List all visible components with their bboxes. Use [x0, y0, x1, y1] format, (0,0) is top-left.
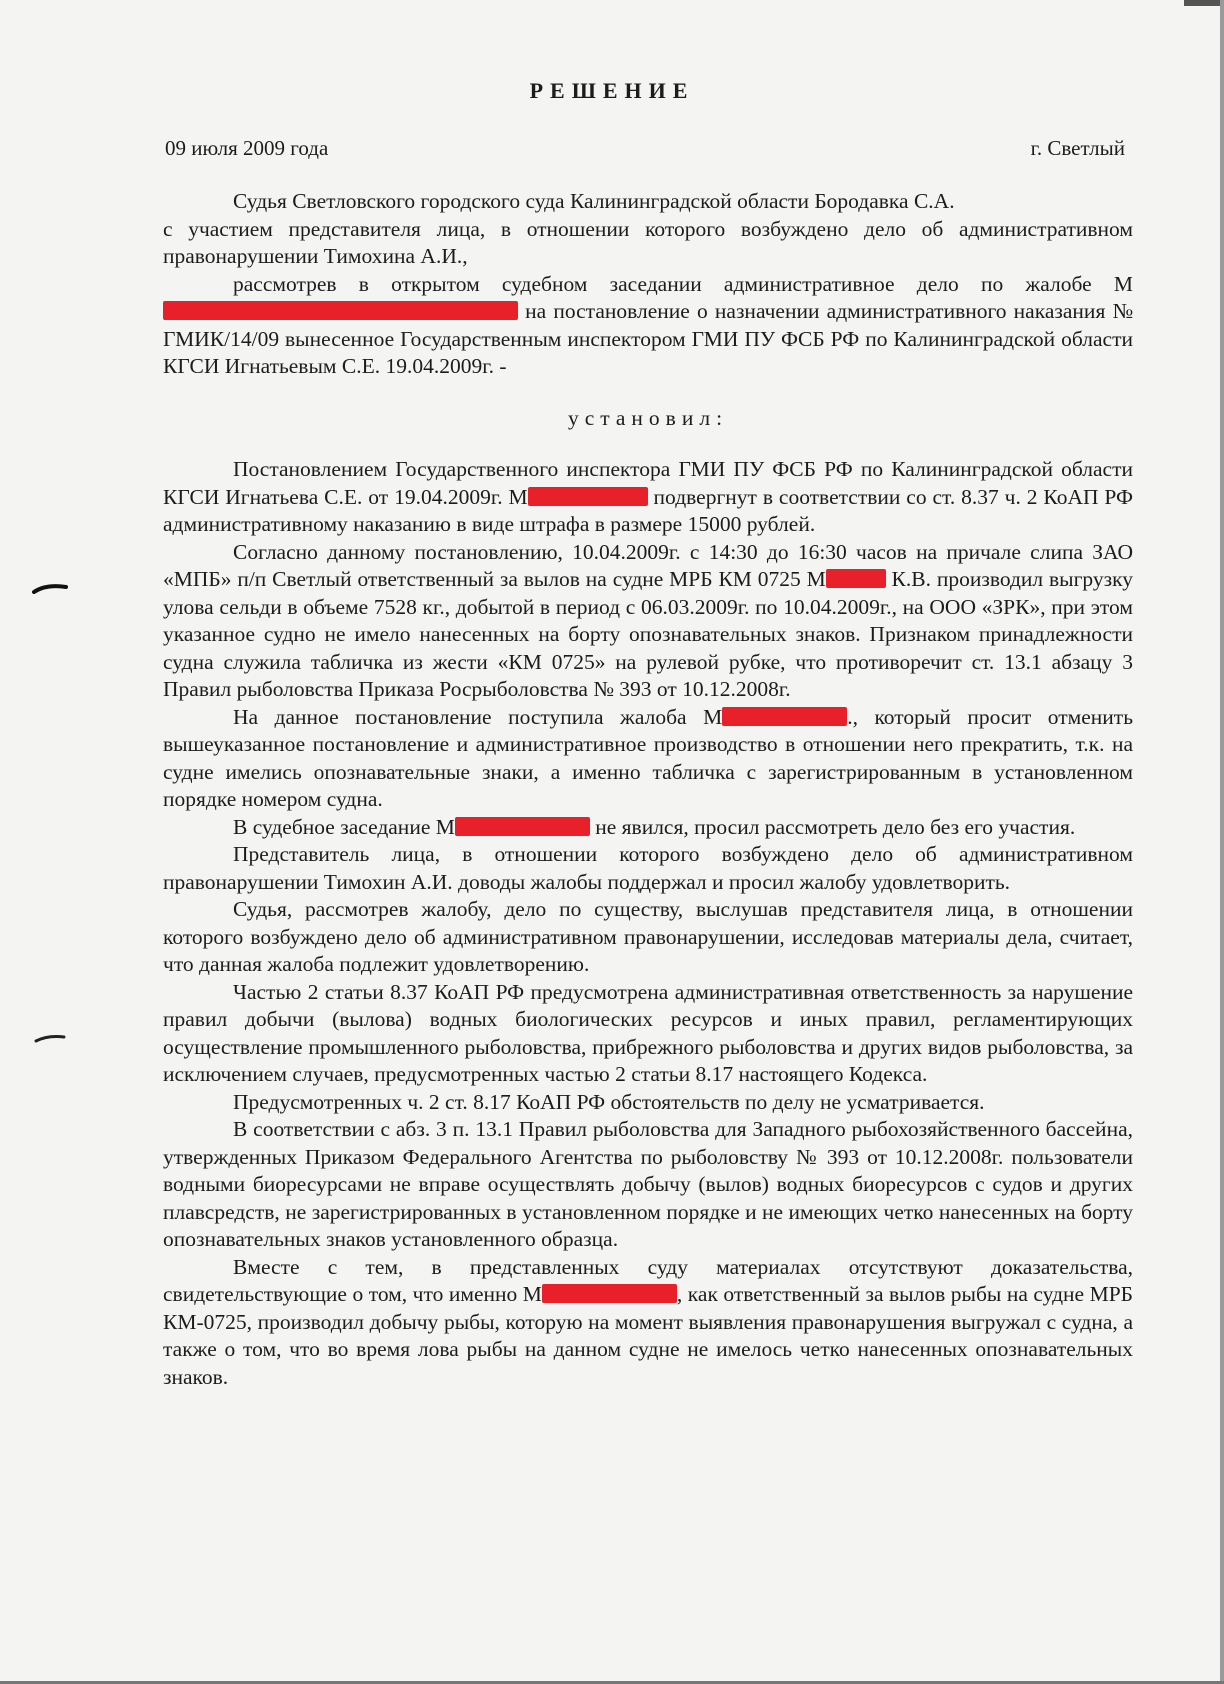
paragraph-4: [163, 814, 1133, 842]
established-heading: установил:: [567, 405, 729, 430]
paragraph-2: [163, 539, 1133, 704]
redaction-bar: [455, 817, 590, 836]
paragraph-3-pre: На данное постановление поступила жалоба М: [233, 704, 723, 729]
document-title: РЕШЕНИЕ: [529, 78, 695, 103]
intro-judge: Судья Светловского городского суда Калининградской области Бородавка С.А.: [233, 189, 955, 213]
paragraph-3: [163, 704, 1133, 814]
paragraph-1: [163, 456, 1133, 539]
binder-hole-mark-lower: [32, 1034, 68, 1041]
paragraph-2-pre: Согласно данному постановлению, 10.04.2009г. с 14:30 до 16:30 часов на причале слипа ЗАО «МПБ» п/п Светлый ответственный за вылов на судне МРБ КМ 0725 М: [163, 539, 1133, 591]
redaction-bar: [163, 301, 518, 320]
paragraph-4-pre: В судебное заседание М: [233, 814, 455, 839]
paragraph-7: Частью 2 статьи 8.37 КоАП РФ предусмотрена административная ответственность за нарушение правил добычи (вылова) водных биологических ресурсов и иных правил, регламентирующих осуществление промышленного рыболовства, прибрежного рыболовства и других видов рыболовства, за исключением случаев, предусмотренных частью 2 статьи 8.17 настоящего Кодекса.: [163, 979, 1133, 1086]
intro-considering: [163, 271, 1133, 381]
paragraph-8: Предусмотренных ч. 2 ст. 8.17 КоАП РФ обстоятельств по делу не усматривается.: [233, 1089, 985, 1114]
decision-city: г. Светлый: [1030, 136, 1125, 160]
paragraph-3-post: ., который просит отменить вышеуказанное постановление и административное производство в отношении него прекратить, т.к. на судне имелись опознавательные знаки, а именно табличка с зарегистрированным в установленном порядке номером судна.: [163, 704, 1134, 811]
intro-considering-pre: рассмотрев в открытом судебном заседании административное дело по жалобе М: [233, 271, 1133, 296]
redaction-bar: [826, 569, 886, 588]
redaction-bar: [542, 1284, 677, 1303]
intro-participation: с участием представителя лица, в отношении которого возбуждено дело об административном правонарушении Тимохина А.И.,: [163, 216, 1133, 268]
paragraph-9: В соответствии с абз. 3 п. 13.1 Правил рыболовства для Западного рыбохозяйственного бассейна, утвержденных Приказом Федерального Агентства по рыболовству № 393 от 10.12.2008г. пользователи водными биоресурсами не вправе осуществлять добычу (вылов) водных биоресурсов с судов и других плавсредств, не зарегистрированных в установленном порядке и не имеющих четко нанесенных на борту опознавательных знаков установленного образца.: [163, 1117, 1133, 1251]
paragraph-10-post: , как ответственный за вылов рыбы на судне МРБ КМ-0725, производил добычу рыбы, которую на момент выявления правонарушения выгружал с судна, а также о том, что во время лова рыбы на данном судне не имелось четко нанесенных опознавательных знаков.: [163, 1282, 1133, 1389]
paragraph-4-post: не явился, просил рассмотреть дело без его участия.: [589, 814, 1076, 839]
decision-date: 09 июля 2009 года: [165, 136, 329, 160]
paragraph-1-post: подвергнут в соответствии со ст. 8.37 ч. 2 КоАП РФ административному наказанию в виде штрафа в размере 15000 рублей.: [163, 484, 1133, 536]
redaction-bar: [722, 707, 847, 726]
scan-edge-right: [1220, 0, 1224, 1684]
paragraph-10: [163, 1254, 1133, 1392]
document-body: [163, 188, 1133, 1391]
binder-hole-mark-upper: [32, 584, 68, 591]
paragraph-10-pre: Вместе с тем, в представленных суду материалах отсутствуют доказательства, свидетельствующие о том, что именно М: [163, 1254, 1133, 1306]
date-city-line: [165, 136, 1125, 161]
paragraph-1-pre: Постановлением Государственного инспектора ГМИ ПУ ФСБ РФ по Калининградской области КГСИ Игнатьева С.Е. от 19.04.2009г. М: [163, 457, 1133, 509]
paragraph-5: Представитель лица, в отношении которого возбуждено дело об административном правонарушении Тимохин А.И. доводы жалобы поддержал и просил жалобу удовлетворить.: [163, 842, 1133, 894]
paragraph-6: Судья, рассмотрев жалобу, дело по существу, выслушав представителя лица, в отношении которого возбуждено дело об административном правонарушении, исследовав материалы дела, считает, что данная жалоба подлежит удовлетворению.: [163, 897, 1133, 976]
scan-edge-top: [1184, 0, 1224, 6]
paragraph-2-post: К.В. производил выгрузку улова сельди в объеме 7528 кг., добытой в период с 06.03.2009г. по 10.04.2009г., на ООО «ЗРК», при этом указанное судно не имело нанесенных на борту опознавательных знаков. Признаком принадлежности судна служила табличка из жести «КМ 0725» на рулевой рубке, что противоречит ст. 13.1 абзацу 3 Правил рыболовства Приказа Росрыболовства № 393 от 10.12.2008г.: [163, 567, 1133, 701]
redaction-bar: [528, 487, 648, 506]
intro-considering-post: на постановление о назначении административного наказания № ГМИК/14/09 вынесенное Государственным инспектором ГМИ ПУ ФСБ РФ по Калининградской области КГСИ Игнатьевым С.Е. 19.04.2009г. -: [163, 299, 1133, 378]
